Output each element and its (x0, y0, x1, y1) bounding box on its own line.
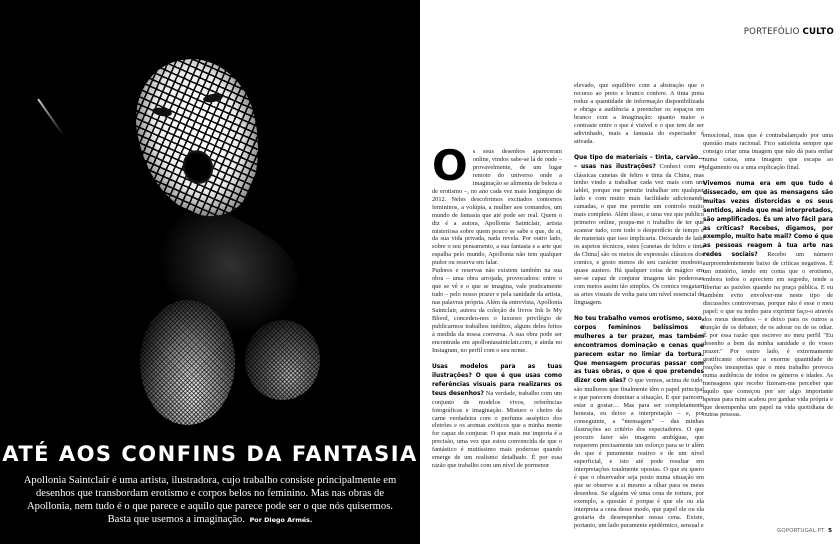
qa-block (703, 180, 833, 420)
qa-block (574, 154, 704, 307)
artwork-torso (245, 320, 320, 400)
text-column-3 (703, 132, 833, 419)
section-prefix: PORTEFÓLIO (743, 27, 800, 37)
interview-answer: O que vemos, acima de tudo, são mulheres que finalmente têm o papel principal e que parecem dominar a situação. E que parecem estar a gostar… Mas para ser completamente honesta, eu deixo a interpretação – e, por conseguinte, a "mensagem" – das minhas ilustrações ao critério dos espectadores. O que procuro fazer são imagens ambíguas, que requerem precisamente um esforço para se ir além do que é puramente reativo e de um nível superficial, e isto até pode resultar em interpretações totalmente opostas. O que eu quero é que o observador seja posto numa situação em que se observe a si mesmo a olhar para os meus desenhos. Se alguém vê uma cena de tortura, por exemplo, a questão é porque é que ele ou ela interpreta a cena desse modo, que papel ele ou ela gostaria de desempenhar nessa cena. Existe, portanto, um lado puramente epidérmico, sensual e (574, 377, 704, 529)
paragraph: elevado, que equilibro com a abstração que o recurso ao preto e branco confere. A tinta preta reduz a quantidade de informação disponibilizada e obriga a audiência a preencher os espaços em branco com a imaginação: quanto maior o contraste entre o que é visível e o que tem de ser adivinhado, mais a fantasia do espectador é ativada. (574, 82, 704, 145)
paragraph-text: s seus desenhos apareceram online, vindos sabe-se lá de onde – provavelmente, de um lugar remoto do universo onde a imaginação se alimenta de beleza e de erotismo –, no ano cada vez mais longínquo de 2012. Neles descobrimos excitados contornos femininos, a volúpia, a mulher aos comandos, um mundo de fantasia que até pode ser real. Quem o diz é a autora, Apollonia Saintclair, artista misteriosa sobre quem pouco se sabe e que, de si, da sua vida privada, nada revela. Por outro lado, sobre o seu pensamento, a sua fantasia e a arte que espalha pelo mundo, Apollonia não tem qualquer pudor ou reserva em falar. (432, 148, 563, 267)
text-column-2 (574, 82, 704, 530)
standfirst-text: Apollonia Saintclair é uma artista, ilustradora, cujo trabalho consiste principalmente em desenhos que transbordam erotismo e corpos belos no feminino. Mas nas obras de Apollonia, nem tudo é o que parece e aquilo que parece pode ser o que nós quisermos. Basta que usemos a imaginação. (23, 475, 397, 525)
interview-answer: Conheci com as clássicas canetas de feltro e tinta da China, mas tenho vindo a trabalhar cada vez mais com um tablet, porque me permite trabalhar em qualquer lado e com muito mais facilidade adicionando camadas, o que me permite um controlo muito mais completo. Além disso, e uma vez que publico primeiro online, poupa-me o trabalho de ter que scanear tudo, com todo o desperdício de tempo e de materiais que isso implicaria. Deixando de lado os aspetos técnicos, estes [canetas de feltro e tinta da China] são os meios de expressão clássicos dos comics, e gosto menos do seu carácter modesto, quase austero. Há qualquer coisa de mágico em ser-se capaz de conjurar imagens tão poderosas com meios assim tão simples. Os comics resgatam as artes visuais de volta para um nível essencial de linguagem. (574, 162, 704, 306)
qa-block (432, 363, 562, 470)
right-page (420, 0, 840, 544)
interview-question: Usas modelos para as tuas ilustrações? O que é que usas como referências visuais para realizares os teus desenhos? (432, 363, 562, 397)
article-standfirst (18, 474, 402, 527)
paragraph: emocional, mas que é contrabalançado por uma questão mais racional. Fico satisfeita sempre que consigo criar uma imagem que não dá para enfiar numa caixa, uma imagem que escapa ao julgamento ou a uma explicação final. (703, 132, 833, 171)
qa-block (574, 315, 704, 530)
interview-question: No teu trabalho vemos erotismo, sexo, corpos femininos belíssimos e mulheres a ter prazer, mas também encontramos dominação e cenas que parecem estar no limiar da tortura. Que mensagem procuras passar com as tuas obras, o que é que pretendes dizer com elas? (574, 315, 704, 385)
article-headline: ATÉ AOS CONFINS DA FANTASIA (2, 442, 418, 466)
artwork-detail (37, 98, 64, 136)
interview-answer: Recebo um número surpreendentemente baixo de críticas negativas. É um mistério, tendo em conta que o erotismo, embora todos o apreciem em segredo, tende a libertar as paixões quando na praça pública. E eu também evito envolver-me neste tipo de discussões controversas, porque não é esse o meu papel: o que eu tenho para exprimir faço-o através dos meus desenhos – e deixo para os outros a função de os debater, de os adorar ou de os odiar. É por essa razão que escrevo no meu perfil "Eu desenho a bem da minha sanidade e do vosso prazer." Por outro lado, é extremamente gratificante observar a enorme quantidade de reações insuspeitas que o meu trabalho provoca numa audiência de todos os géneros e idades. As mensagens que recebo fizeram-me perceber que aquilo que começou por ser algo importante apenas para mim acabou por ganhar vida própria e que desempenha um papel na vida quotidiana de outras pessoas. (703, 251, 833, 419)
byline: Por Diego Armés. (249, 516, 313, 524)
artwork-illustration (0, 0, 420, 440)
section-header (744, 27, 834, 37)
paragraph: Pudores e reservas não existem também na sua obra – uma obra arrojada, provocadora: entre o que se vê e o que se imagina, vale praticamente tudo – pelo nosso prazer e pela sanidade da artista, nas palavras própria. Além da entrevista, Apollonia Saintclair, autora da coleção de livros Ink Is My Blood, concedeu-nos o luxuoso privilégio de publicarmos trabalhos inéditos, alguns deles feitos à medida da nossa conversa. A sua obra pode ser encontrada em apolloniasaintclair.com, e ainda no Instagram, no perfil com o seu nome. (432, 267, 563, 354)
page-number: 5 (828, 528, 832, 534)
interview-question: Que tipo de materiais – tinta, carvão… – usas nas ilustrações? (574, 154, 704, 170)
interview-question: Vivemos numa era em que tudo é dissecado, em que as mensagens são muitas vezes distorcidas e os seus sentidos, ainda que mal interpretados, são amplificados. És um alvo fácil para as críticas? Recebes, digamos, por exemplo, muito hate mail? Como é que as pessoas reagem à tua arte nas redes sociais? (703, 180, 833, 259)
drop-cap: O (432, 141, 468, 190)
page-footer (777, 528, 832, 534)
artwork-torso (140, 300, 235, 425)
text-column-1 (432, 141, 563, 470)
artwork-face (122, 46, 275, 230)
footer-site: GQPORTUGAL.PT (776, 528, 825, 534)
section-name: CULTO (802, 27, 834, 37)
intro-paragraph (432, 141, 563, 267)
interview-answer: Na verdade, trabalho com um conjunto de modelos vivos, referências fotográficas e imaginação. Misturo o cheiro da carne verdadeira com o perfume asséptico dos eletrões e os aromas exóticos que a minha mente for capaz de conjurar. O que mais me importa é a precisão, uma vez que estou convencida de que o fantástico é muitíssimo mais poderoso quando emerge de um realismo detalhado. É por essa razão que trabalho com um nível de pormenor (432, 389, 562, 470)
